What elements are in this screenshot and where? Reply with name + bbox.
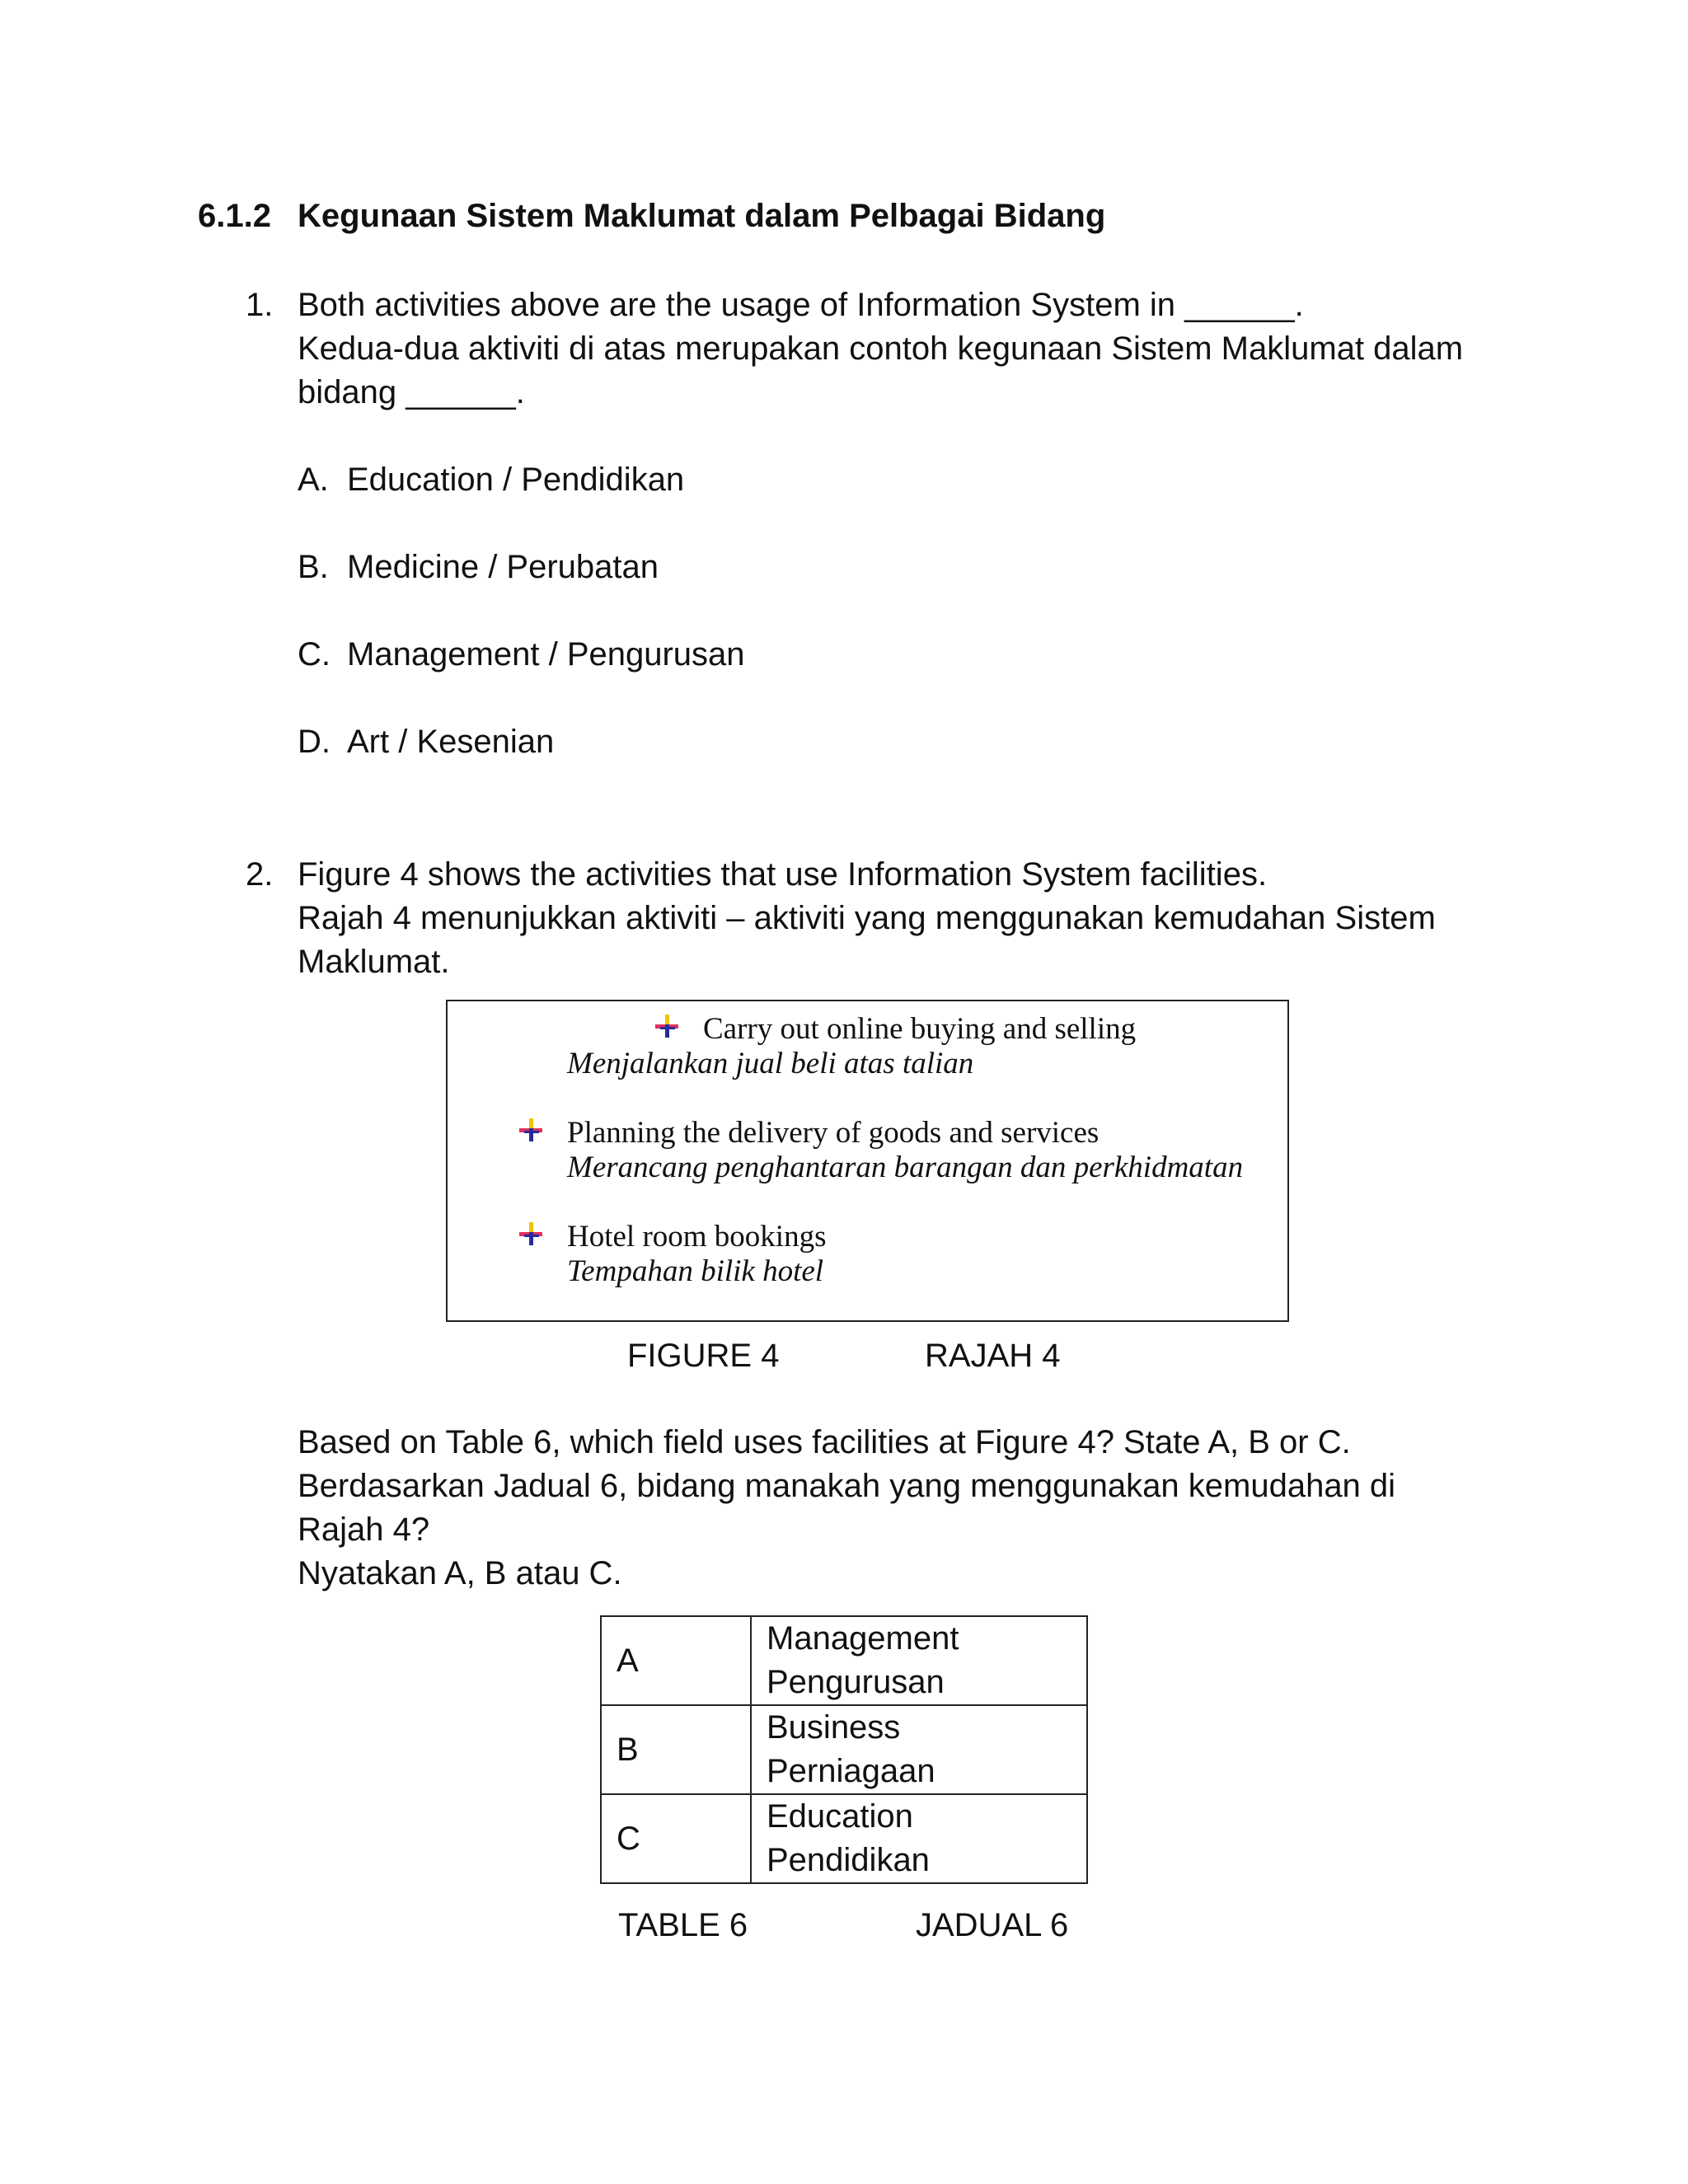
section-number: 6.1.2 xyxy=(198,198,271,234)
bullet-cross-icon xyxy=(654,1013,680,1039)
figure-caption-malay: RAJAH 4 xyxy=(925,1338,1061,1374)
question-2-number: 2. xyxy=(246,856,274,893)
question-2-line-2: Rajah 4 menunjukkan aktiviti – aktiviti yang menggunakan kemudahan Sistem xyxy=(298,900,1436,936)
figure-item-3-english: Hotel room bookings xyxy=(567,1220,827,1254)
question-1-line-2: Kedua-dua aktiviti di atas merupakan contoh kegunaan Sistem Maklumat dalam xyxy=(298,330,1464,367)
table-cell-field xyxy=(751,1794,1087,1883)
field-english: Business xyxy=(767,1709,901,1746)
question-2-prompt-line-1: Based on Table 6, which field uses facilities at Figure 4? State A, B or C. xyxy=(298,1424,1351,1460)
option-d-letter: D. xyxy=(298,724,331,760)
field-malay: Pendidikan xyxy=(767,1842,930,1878)
table-row xyxy=(601,1616,1087,1705)
table-caption-english: TABLE 6 xyxy=(618,1907,748,1943)
table-cell-letter: B xyxy=(601,1705,751,1794)
question-2-prompt-line-2: Berdasarkan Jadual 6, bidang manakah yang menggunakan kemudahan di xyxy=(298,1468,1396,1504)
question-2-prompt-line-4: Nyatakan A, B atau C. xyxy=(298,1555,622,1591)
question-1-line-1: Both activities above are the usage of Information System in ______. xyxy=(298,287,1304,323)
question-1-number: 1. xyxy=(246,287,274,323)
question-2-prompt-line-3: Rajah 4? xyxy=(298,1511,430,1548)
table-row xyxy=(601,1794,1087,1883)
figure-item-3-malay: Tempahan bilik hotel xyxy=(567,1254,824,1288)
option-c-letter: C. xyxy=(298,636,331,673)
option-a-letter: A. xyxy=(298,462,329,498)
table-row xyxy=(601,1705,1087,1794)
section-title: Kegunaan Sistem Maklumat dalam Pelbagai Bidang xyxy=(298,198,1106,234)
field-malay: Perniagaan xyxy=(767,1753,935,1789)
figure-item-2-malay: Merancang penghantaran barangan dan perkhidmatan xyxy=(567,1151,1244,1184)
table-caption-malay: JADUAL 6 xyxy=(916,1907,1069,1943)
option-b-text: Medicine / Perubatan xyxy=(347,549,659,585)
table-cell-letter: C xyxy=(601,1794,751,1883)
bullet-cross-icon xyxy=(518,1117,544,1143)
table-cell-letter: A xyxy=(601,1616,751,1705)
question-1-line-3: bidang ______. xyxy=(298,374,525,410)
option-b-letter: B. xyxy=(298,549,329,585)
table-cell-field xyxy=(751,1705,1087,1794)
figure-item-1-english: Carry out online buying and selling xyxy=(703,1012,1137,1046)
option-d-text: Art / Kesenian xyxy=(347,724,555,760)
figure-item-2-english: Planning the delivery of goods and services xyxy=(567,1116,1100,1150)
table-cell-field xyxy=(751,1616,1087,1705)
field-malay: Pengurusan xyxy=(767,1664,945,1700)
question-2-line-1: Figure 4 shows the activities that use Information System facilities. xyxy=(298,856,1268,893)
figure-caption-english: FIGURE 4 xyxy=(627,1338,780,1374)
option-c-text: Management / Pengurusan xyxy=(347,636,745,673)
option-a-text: Education / Pendidikan xyxy=(347,462,685,498)
table-6 xyxy=(600,1615,1088,1884)
field-english: Education xyxy=(767,1798,913,1835)
question-2-line-3: Maklumat. xyxy=(298,944,450,980)
field-english: Management xyxy=(767,1620,959,1657)
bullet-cross-icon xyxy=(518,1221,544,1247)
figure-item-1-malay: Menjalankan jual beli atas talian xyxy=(567,1047,974,1080)
